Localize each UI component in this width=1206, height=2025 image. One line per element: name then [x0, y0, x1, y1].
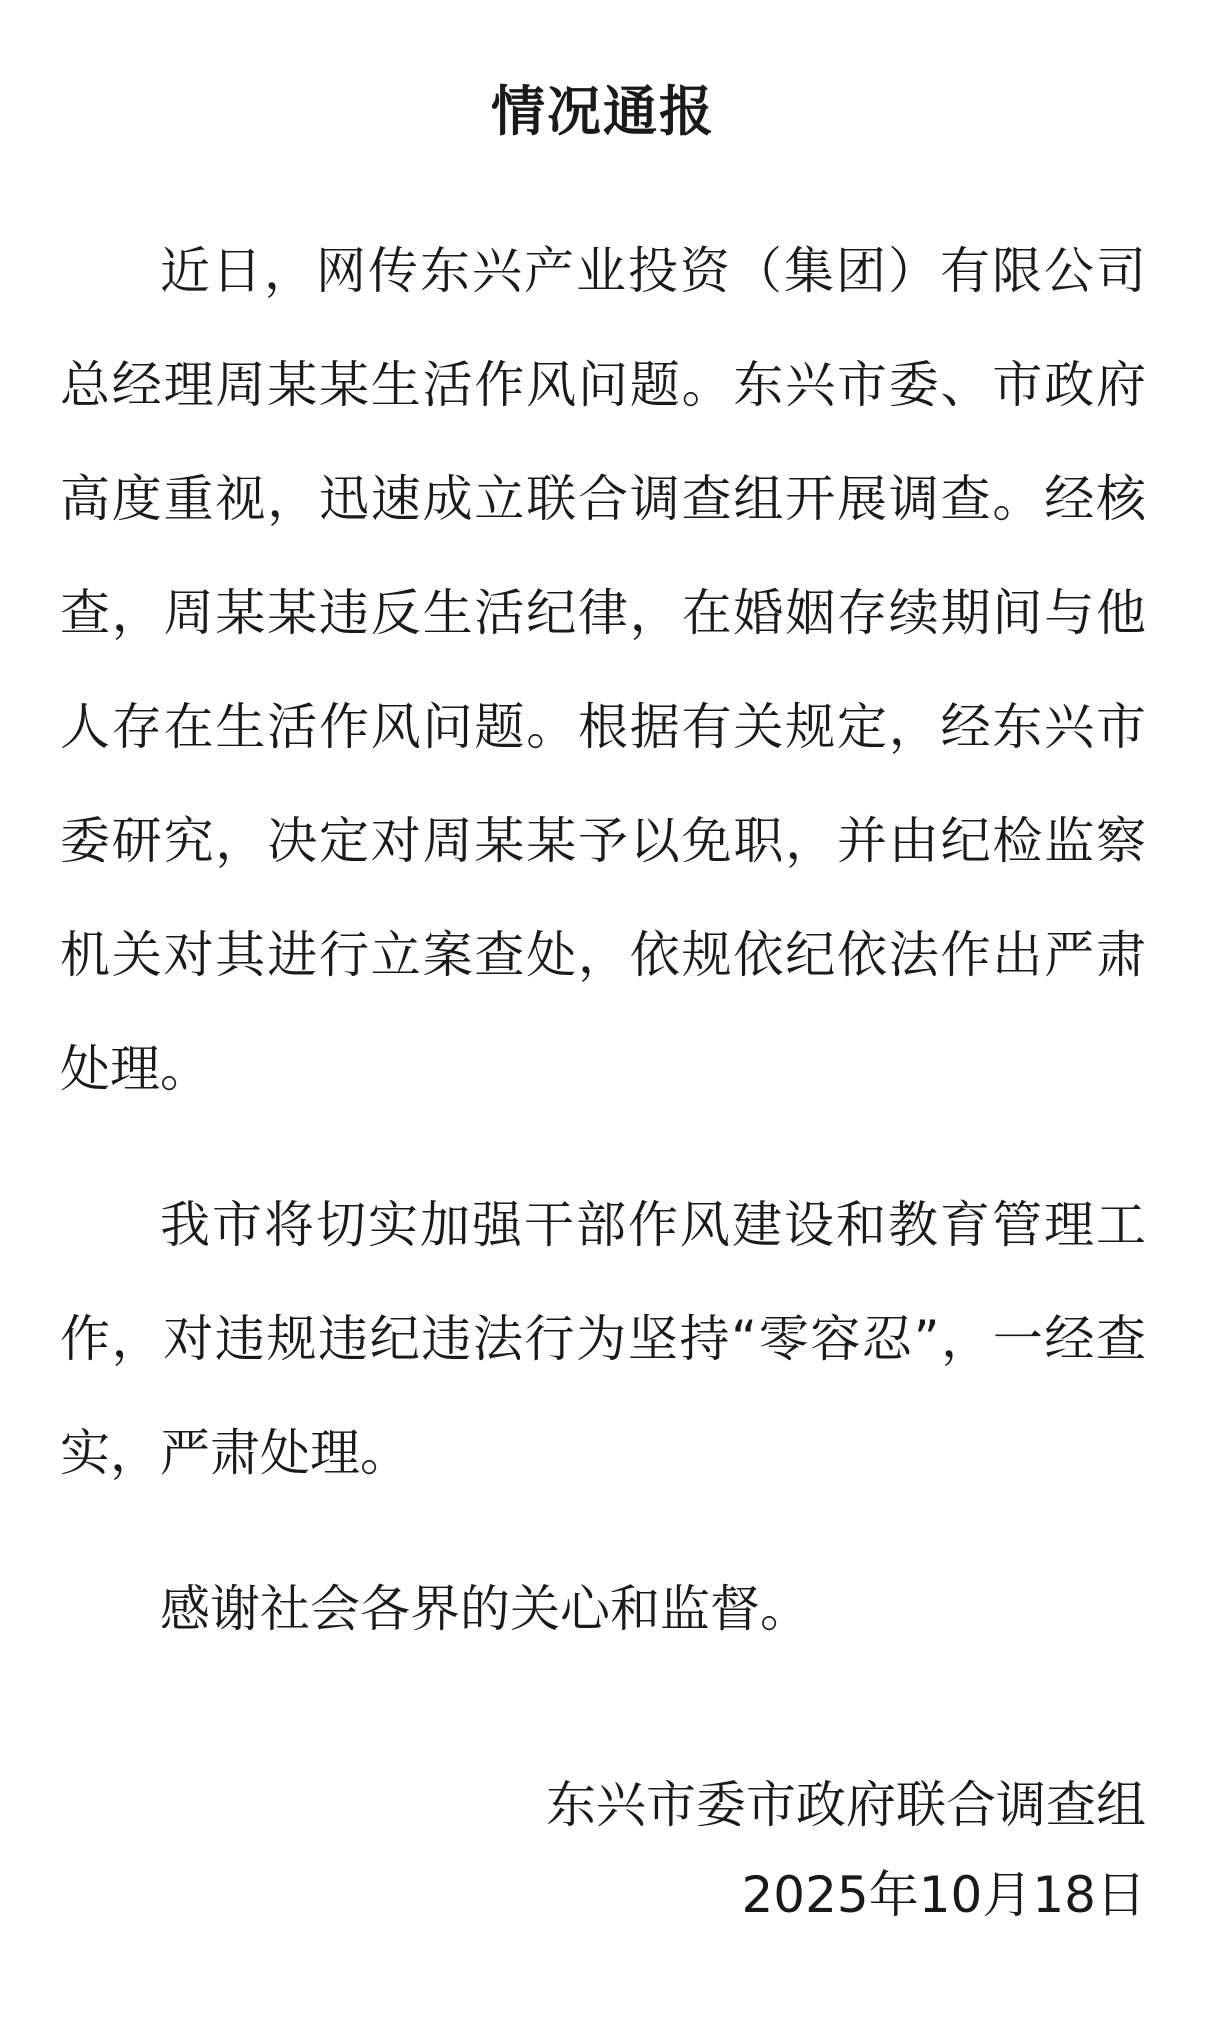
- paragraph-commitment: 我市将切实加强干部作风建设和教育管理工作，对违规违纪违法行为坚持“零容忍”，一经查实，严肃处理。: [60, 1196, 1146, 1482]
- signature-block: [546, 1760, 1146, 1940]
- page-title: 情况通报: [491, 80, 715, 143]
- paragraph-thanks: 感谢社会各界的关心和监督。: [160, 1580, 810, 1638]
- issuer-name: 东兴市委市政府联合调查组: [546, 1776, 1146, 1834]
- paragraph-investigation: 近日，网传东兴产业投资（集团）有限公司总经理周某某生活作风问题。东兴市委、市政府高度重视，迅速成立联合调查组开展调查。经核查，周某某违反生活纪律，在婚姻存续期间与他人存在生活作风问题。根据有关规定，经东兴市委研究，决定对周某某予以免职，并由纪检监察机关对其进行立案查处，依规依纪依法作出严肃处理。: [60, 242, 1146, 1098]
- issue-date: 2025年10月18日: [741, 1866, 1146, 1924]
